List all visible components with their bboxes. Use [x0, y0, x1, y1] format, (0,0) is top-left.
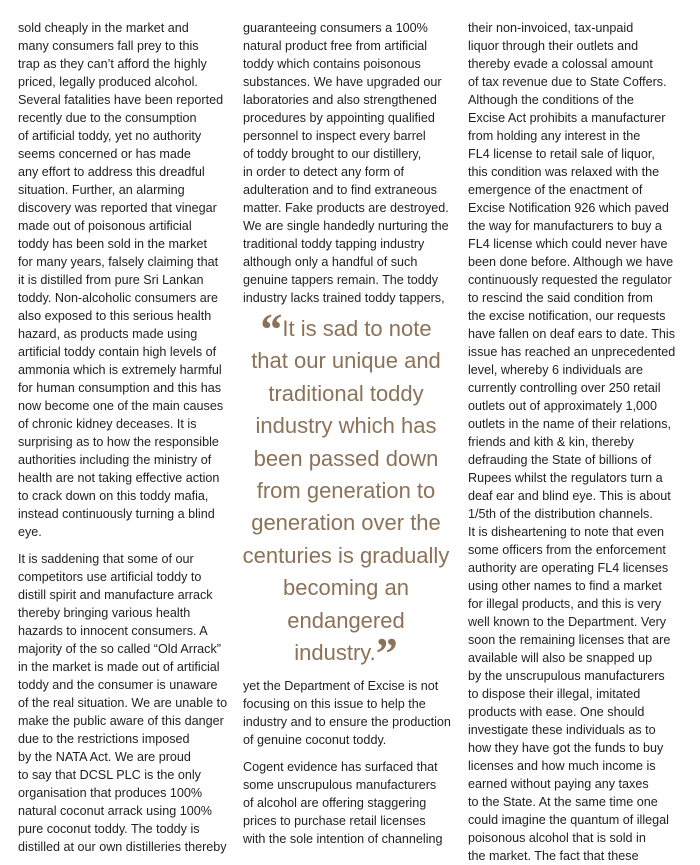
- open-quote-mark: “: [260, 305, 283, 354]
- pull-quote-text: It is sad to note that our unique and traditional toddy industry which has been passed down from generation to generation over the centuries is gradually becoming an endangered industry.: [242, 316, 450, 666]
- text-column-3: [468, 19, 682, 865]
- pull-quote: [233, 305, 459, 679]
- paragraph: Cogent evidence has surfaced that some unscrupulous manufacturers of alcohol are offering staggering prices to purchase retail licenses with the sole intention of channeling: [243, 760, 443, 847]
- paragraph: yet the Department of Excise is not focusing on this issue to help the industry and to ensure the production of genuine coconut toddy.: [243, 679, 451, 748]
- paragraph: It is saddening that some of our competitors use artificial toddy to distill spirit and manufacture arrack thereby bringing various health hazards to innocent consumers. A majority of the so called “Old Arrack” in the market is made out of artificial toddy and the consumer is unaware of the real situation. We are unable to make the public aware of this danger due to the restrictions imposed by the NATA Act. We are proud to say that DCSL PLC is the only organisation that produces 100% natural coconut arrack using 100% pure coconut toddy. The toddy is distilled at our own distilleries thereby: [18, 552, 228, 854]
- close-quote-mark: ”: [375, 629, 398, 679]
- text-column-1: [18, 19, 234, 856]
- text-column-2: [243, 19, 455, 848]
- paragraph: guaranteeing consumers a 100% natural product free from artificial toddy which contains poisonous substances. We have upgraded our laboratories and also strengthened procedures by appointing qualified personnel to inspect every barrel of toddy brought to our distillery, in order to detect any form of adulteration and to find extraneous matter. Fake products are destroyed. We are single handedly nurturing the traditional toddy tapping industry although only a handful of such genuine tappers remain. The toddy industry lacks trained toddy tappers,: [243, 21, 449, 305]
- paragraph: sold cheaply in the market and many consumers fall prey to this trap as they can’t afford the highly priced, legally produced alcohol. Several fatalities have been reported recently due to the consumption of artificial toddy, yet no authority seems concerned or has made any effort to address this dreadful situation. Further, an alarming discovery was reported that vinegar made out of poisonous artificial toddy has been sold in the market for many years, falsely claiming that it is distilled from pure Sri Lankan toddy. Non-alcoholic consumers are also exposed to this serious health hazard, as products made using artificial toddy contain high levels of ammonia which is extremely harmful for human consumption and this has now become one of the main causes of chronic kidney deceases. It is surprising as to how the responsible authorities including the ministry of health are not taking effective action to crack down on this toddy mafia, instead continuously turning a blind eye.: [18, 21, 224, 539]
- paragraph: their non-invoiced, tax-unpaid liquor through their outlets and thereby evade a colossal amount of tax revenue due to State Coffers. Although the conditions of the Excise Act prohibits a manufacturer from holding any interest in the FL4 license to retail sale of liquor, this condition was relaxed with the emergence of the enactment of Excise Notification 926 which paved the way for manufacturers to buy a FL4 license which could never have been done before. Although we have continuously requested the regulator to rescind the said condition from the excise notification, our requests have fallen on deaf ears to date. This issue has reached an unprecedented level, whereby 6 individuals are currently controlling over 250 retail outlets out of approximately 1,000 outlets in the name of their relations, friends and kith & kin, thereby defrauding the State of billions of Rupees whilst the regulators turn a deaf ear and blind eye. This is about 1/5th of the distribution channels. It is disheartening to note that even some officers from the enforcement authority are operating FL4 licenses using other names to find a market for illegal products, and this is very well known to the Department. Very soon the remaining licenses that are available will also be snapped up by the unscrupulous manufacturers to dispose their illegal, imitated products with ease. One should investigate these individuals as to how they have got the funds to buy licenses and how much income is earned without paying any taxes to the State. At the same time one could imagine the quantum of illegal poisonous alcohol that is sold in the market. The fact that these: [468, 21, 676, 863]
